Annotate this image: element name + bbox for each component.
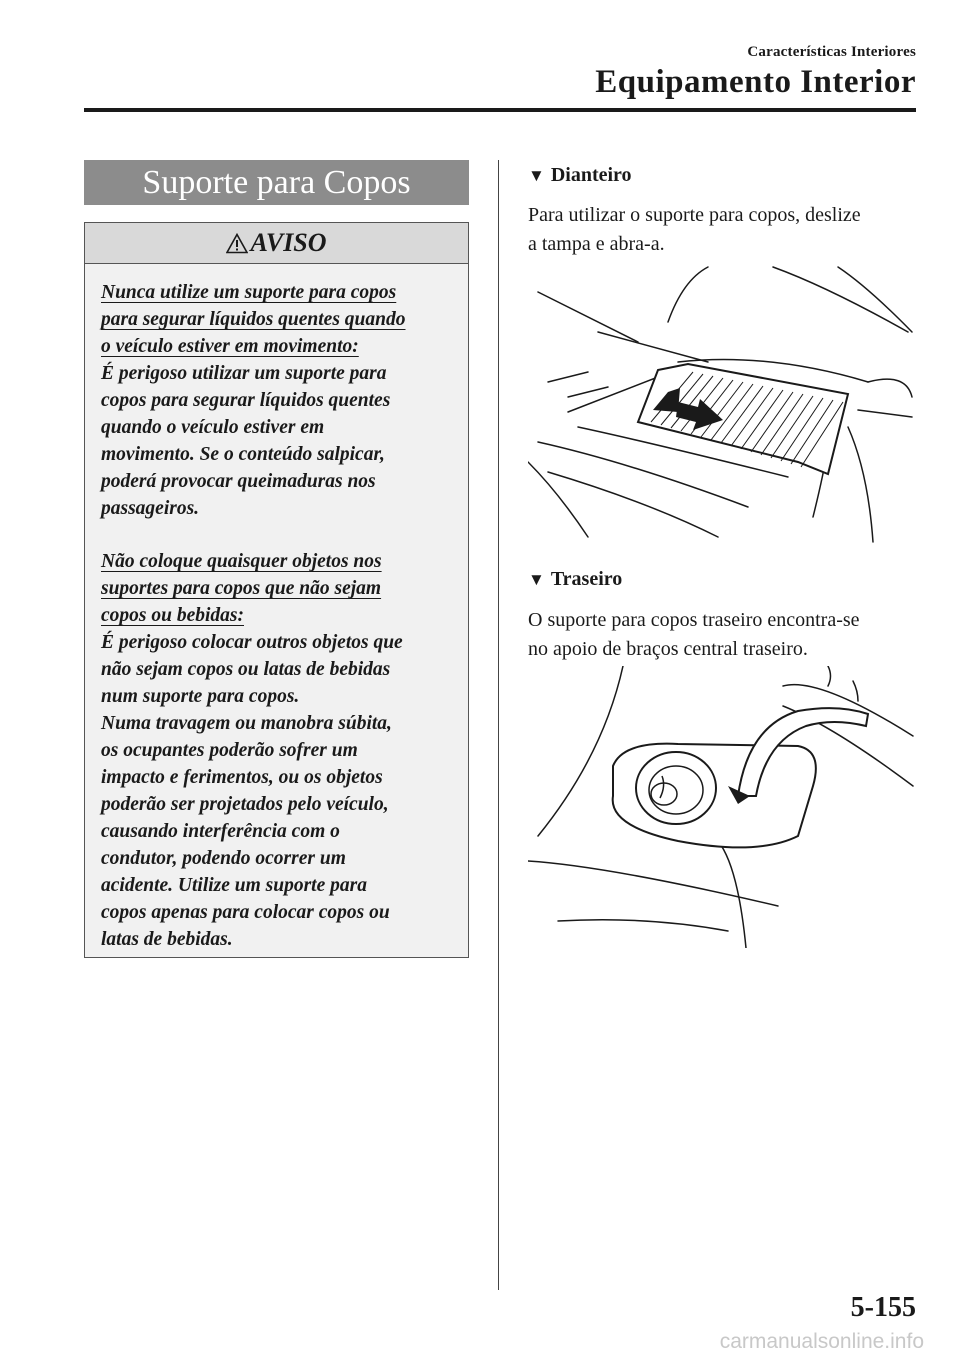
warning-1-body (101, 360, 453, 522)
warning-2-body-line: poderão ser projetados pelo veículo, (101, 794, 389, 815)
subheading-rear (528, 568, 622, 591)
subheading-front-label: Dianteiro (550, 164, 632, 186)
warning-2-heading (101, 548, 453, 629)
warning-triangle-icon (226, 233, 248, 254)
section-title: Suporte para Copos (84, 160, 469, 205)
warning-label: AVISO (250, 228, 327, 257)
warning-2-heading-line: copos ou bebidas: (101, 605, 244, 626)
warning-1-body-line: quando o veículo estiver em (101, 417, 325, 438)
subheading-front (528, 164, 632, 187)
page-number: 5-155 (850, 1292, 916, 1323)
warning-2-body-line: Numa travagem ou manobra súbita, (101, 713, 392, 734)
front-paragraph (528, 201, 918, 259)
front-paragraph-line: Para utilizar o suporte para copos, deslize (528, 204, 861, 226)
triangle-down-icon: ▼ (528, 570, 545, 589)
warning-1-heading-line: o veículo estiver em movimento: (101, 336, 359, 357)
warning-1-body-line: copos para segurar líquidos quentes (101, 390, 391, 411)
warning-1-heading (101, 279, 453, 360)
rear-paragraph-line: O suporte para copos traseiro encontra-se (528, 609, 860, 631)
warning-box (84, 222, 469, 958)
warning-2-body (101, 629, 453, 953)
warning-2-body-line: causando interferência com o (101, 821, 340, 842)
warning-2-body-line: impacto e ferimentos, ou os objetos (101, 767, 383, 788)
warning-2-body-line: acidente. Utilize um suporte para (101, 875, 367, 896)
warning-2-body-line: É perigoso colocar outros objetos que (101, 632, 403, 653)
warning-1-heading-line: Nunca utilize um suporte para copos (101, 282, 397, 303)
section-header: Equipamento Interior (595, 64, 916, 100)
header-divider (84, 108, 916, 112)
warning-1-body-line: movimento. Se o conteúdo salpicar, (101, 444, 385, 465)
warning-1-body-line: passageiros. (101, 498, 200, 519)
warning-2-body-line: os ocupantes poderão sofrer um (101, 740, 358, 761)
column-divider (498, 160, 499, 1290)
rear-paragraph (528, 606, 918, 664)
rear-cup-holder-illustration (528, 666, 914, 948)
watermark: carmanualsonline.info (719, 1330, 924, 1353)
warning-2-body-line: copos apenas para colocar copos ou (101, 902, 390, 923)
warning-1-body-line: poderá provocar queimaduras nos (101, 471, 376, 492)
warning-2-body-line: condutor, podendo ocorrer um (101, 848, 346, 869)
warning-1-heading-line: para segurar líquidos quentes quando (101, 309, 406, 330)
front-paragraph-line: a tampa e abra-a. (528, 233, 665, 255)
warning-2-body-line: não sejam copos ou latas de bebidas (101, 659, 391, 680)
warning-2-heading-line: suportes para copos que não sejam (101, 578, 382, 599)
warning-2-body-line: num suporte para copos. (101, 686, 300, 707)
rear-paragraph-line: no apoio de braços central traseiro. (528, 638, 808, 660)
warning-1-body-line: É perigoso utilizar um suporte para (101, 363, 387, 384)
warning-2-body-line: latas de bebidas. (101, 929, 233, 950)
chapter-title: Características Interiores (747, 44, 916, 60)
warning-header (85, 223, 468, 264)
subheading-rear-label: Traseiro (550, 568, 623, 590)
triangle-down-icon: ▼ (528, 166, 545, 185)
front-cup-holder-illustration (528, 262, 914, 548)
warning-2-heading-line: Não coloque quaisquer objetos nos (101, 551, 382, 572)
